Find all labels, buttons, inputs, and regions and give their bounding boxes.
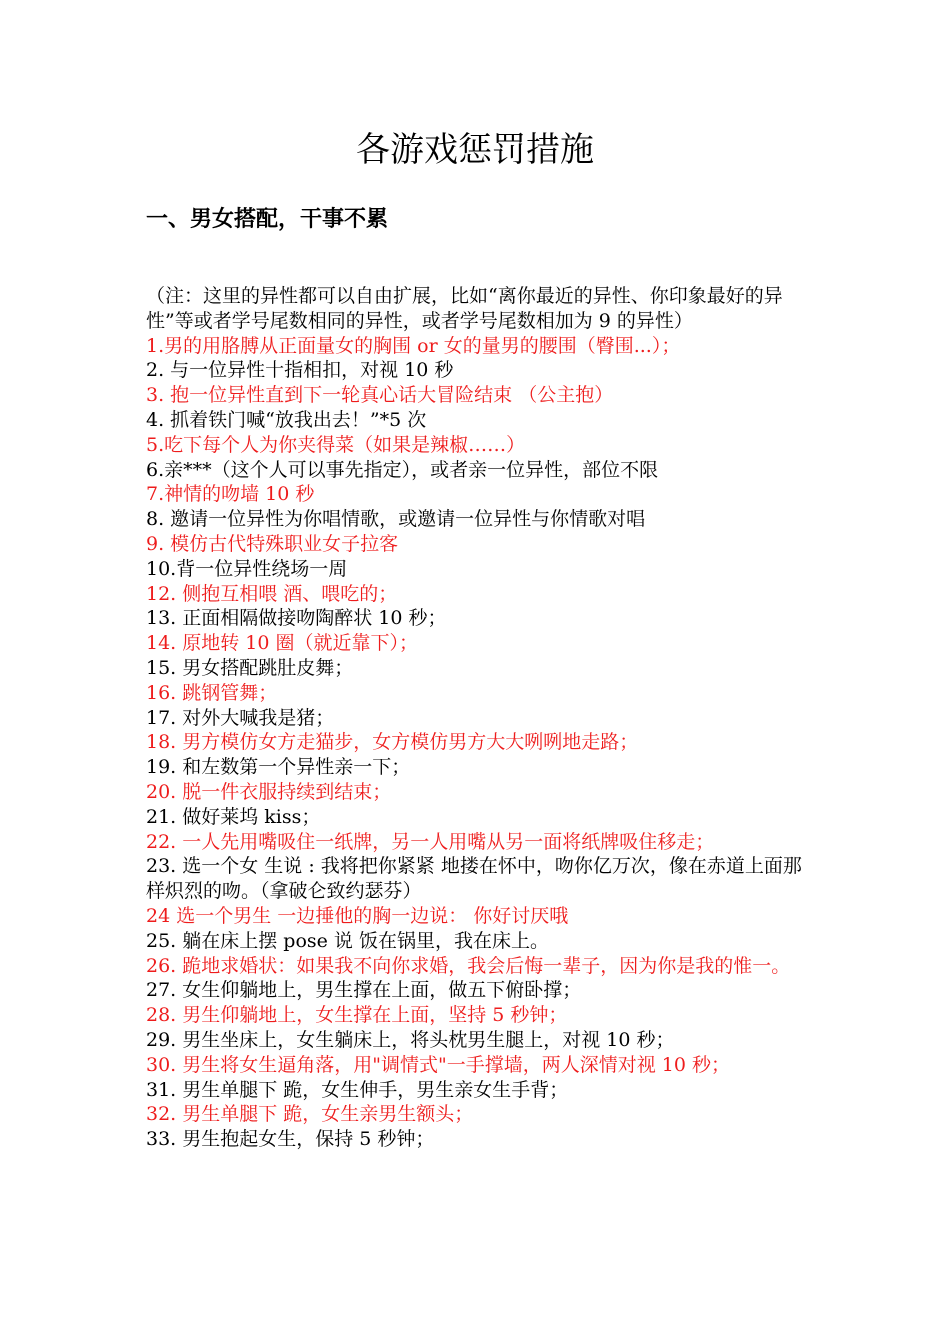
list-item: 26. 跪地求婚状：如果我不向你求婚，我会后悔一辈子，因为你是我的惟一。 [146,954,791,977]
note-paragraph: （注：这里的异性都可以自由扩展，比如“离你最近的异性、你印象最好的异性”等或者学号尾数相同的异性，或者学号尾数相加为 9 的异性） [146,285,783,332]
list-item: 5.吃下每个人为你夹得菜（如果是辣椒……） [146,433,526,456]
list-item: 27. 女生仰躺地上，男生撑在上面，做五下俯卧撑； [146,979,582,1002]
list-item: 8. 邀请一位异性为你唱情歌，或邀请一位异性与你情歌对唱 [146,508,646,531]
list-item: 24 选一个男生 一边捶他的胸一边说： 你好讨厌哦 [146,904,569,927]
list-item: 17. 对外大喊我是猪； [146,706,335,729]
list-item: 13. 正面相隔做接吻陶醉状 10 秒； [146,607,447,630]
list-item: 12. 侧抱互相喂 酒、喂吃的； [146,582,398,605]
list-item: 4. 抓着铁门喊“放我出去！”*5 次 [146,408,427,431]
list-item: 33. 男生抱起女生，保持 5 秒钟； [146,1128,435,1151]
list-item: 16. 跳钢管舞； [146,681,278,704]
penalty-list [146,284,816,1152]
list-item: 1.男的用胳膊从正面量女的胸围 or 女的量男的腰围（臀围...）； [146,334,681,357]
list-item: 18. 男方模仿女方走猫步，女方模仿男方大大咧咧地走路； [146,731,639,754]
document-title: 各游戏惩罚措施 [356,130,594,170]
list-item: 10.背一位异性绕场一周 [146,557,348,580]
list-item: 3. 抱一位异性直到下一轮真心话大冒险结束 （公主抱） [146,384,614,407]
list-item: 28. 男生仰躺地上，女生撑在上面，坚持 5 秒钟； [146,1004,568,1027]
list-item: 6.亲***（这个人可以事先指定），或者亲一位异性，部位不限 [146,458,659,481]
list-item: 22. 一人先用嘴吸住一纸牌，另一人用嘴从另一面将纸牌吸住移走； [146,830,715,853]
section-heading: 一、男女搭配，干事不累 [146,207,389,232]
list-item: 20. 脱一件衣服持续到结束； [146,780,392,803]
list-item: 25. 躺在床上摆 pose 说 饭在锅里，我在床上。 [146,929,549,952]
list-item: 21. 做好莱坞 kiss； [146,805,321,828]
list-item: 30. 男生将女生逼角落，用"调情式"一手撑墙，两人深情对视 10 秒； [146,1053,730,1076]
list-item: 32. 男生单腿下 跪，女生亲男生额头； [146,1103,474,1126]
list-item: 31. 男生单腿下 跪，女生伸手，男生亲女生手背； [146,1078,569,1101]
list-item: 9. 模仿古代特殊职业女子拉客 [146,532,399,555]
list-item: 2. 与一位异性十指相扣，对视 10 秒 [146,359,454,382]
list-item: 19. 和左数第一个异性亲一下； [146,756,411,779]
list-item: 14. 原地转 10 圈（就近靠下）； [146,632,419,655]
list-item: 15. 男女搭配跳肚皮舞； [146,656,354,679]
list-item: 23. 选一个女 生说 : 我将把你紧紧 地搂在怀中，吻你亿万次，像在赤道上面那样炽烈的吻。（拿破仑致约瑟芬） [146,855,802,903]
list-item: 29. 男生坐床上，女生躺床上，将头枕男生腿上，对视 10 秒； [146,1028,675,1051]
list-item: 7.神情的吻墙 10 秒 [146,483,315,506]
